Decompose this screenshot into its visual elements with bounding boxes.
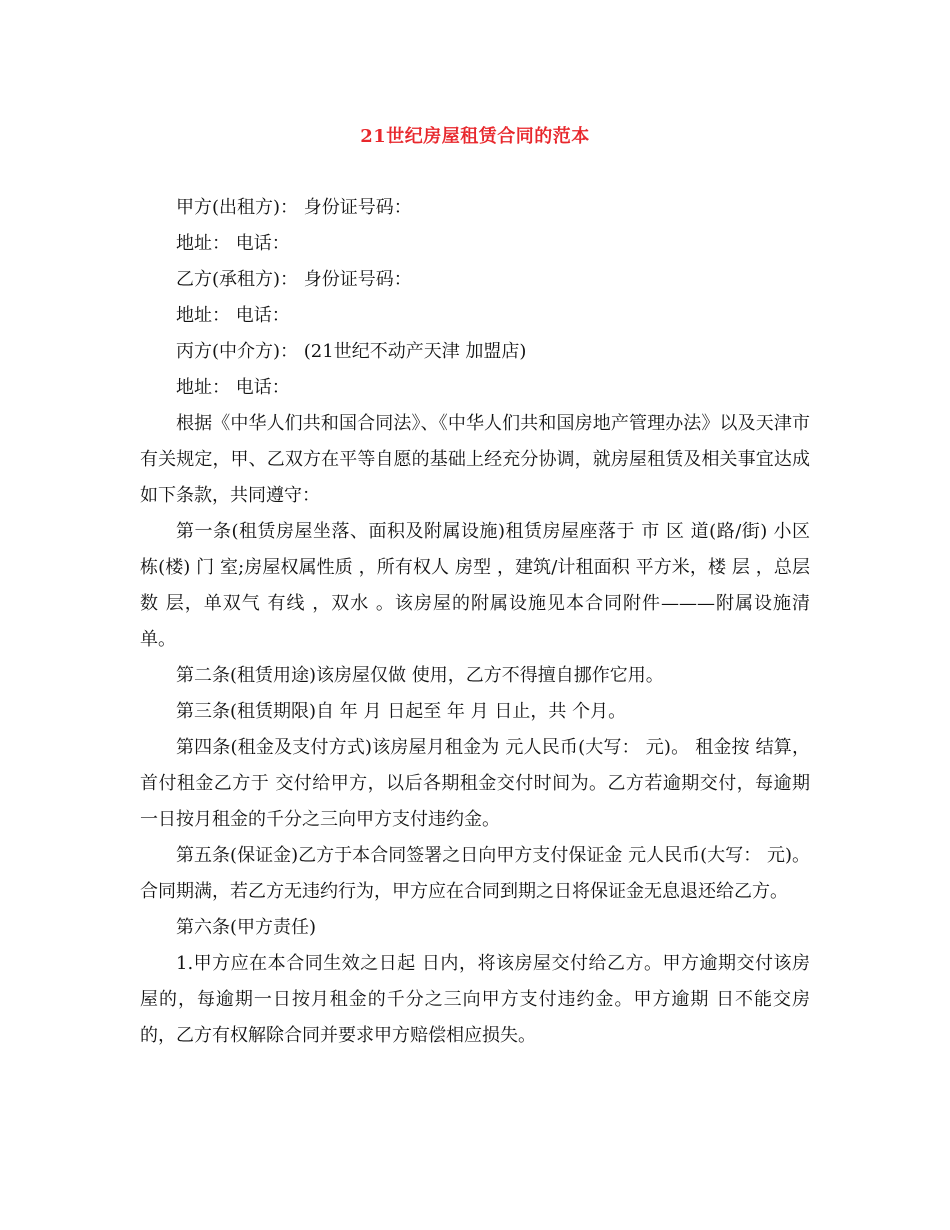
article-2-paragraph: 第二条(租赁用途)该房屋仅做 使用，乙方不得擅自挪作它用。 [176, 665, 664, 686]
document-body [140, 190, 810, 1054]
party-b-line: 乙方(承租方)： 身份证号码： [176, 269, 412, 290]
party-b-address-line: 地址： 电话： [176, 305, 290, 326]
document-title: 21世纪房屋租赁合同的范本 [360, 126, 590, 147]
party-c-line: 丙方(中介方)： (21世纪不动产天津 加盟店) [176, 341, 527, 362]
article-4-paragraph: 第四条(租金及支付方式)该房屋月租金为 元人民币(大写： 元)。 租金按 结算，首付租金乙方于 交付给甲方，以后各期租金交付时间为。乙方若逾期交付，每逾期一日按月租金的千分之三向甲方支付违约金。 [140, 737, 810, 830]
article-6-clause-1: 1.甲方应在本合同生效之日起 日内，将该房屋交付给乙方。甲方逾期交付该房屋的，每逾期一日按月租金的千分之三向甲方支付违约金。甲方逾期 日不能交房的，乙方有权解除合同并要求甲方赔偿相应损失。 [140, 953, 810, 1046]
article-3-paragraph: 第三条(租赁期限)自 年 月 日起至 年 月 日止，共 个月。 [176, 701, 627, 722]
article-5-paragraph: 第五条(保证金)乙方于本合同签署之日向甲方支付保证金 元人民币(大写： 元)。合同期满，若乙方无违约行为，甲方应在合同到期之日将保证金无息退还给乙方。 [140, 845, 810, 902]
preamble-paragraph: 根据《中华人们共和国合同法》、《中华人们共和国房地产管理办法》以及天津市有关规定，甲、乙双方在平等自愿的基础上经充分协调，就房屋租赁及相关事宜达成如下条款，共同遵守： [140, 413, 810, 506]
article-1-paragraph: 第一条(租赁房屋坐落、面积及附属设施)租赁房屋座落于 市 区 道(路/街) 小区 栋(楼) 门 室;房屋权属性质 ，所有权人 房型 ，建筑/计租面积 平方米，楼 层 ，总层数 层，单双气 有线 ，双水 。该房屋的附属设施见本合同附件———附属设施清单。 [140, 521, 810, 650]
party-a-line: 甲方(出租方)： 身份证号码： [176, 197, 412, 218]
article-6-heading: 第六条(甲方责任) [176, 917, 317, 938]
party-a-address-line: 地址： 电话： [176, 233, 290, 254]
party-c-address-line: 地址： 电话： [176, 377, 290, 398]
